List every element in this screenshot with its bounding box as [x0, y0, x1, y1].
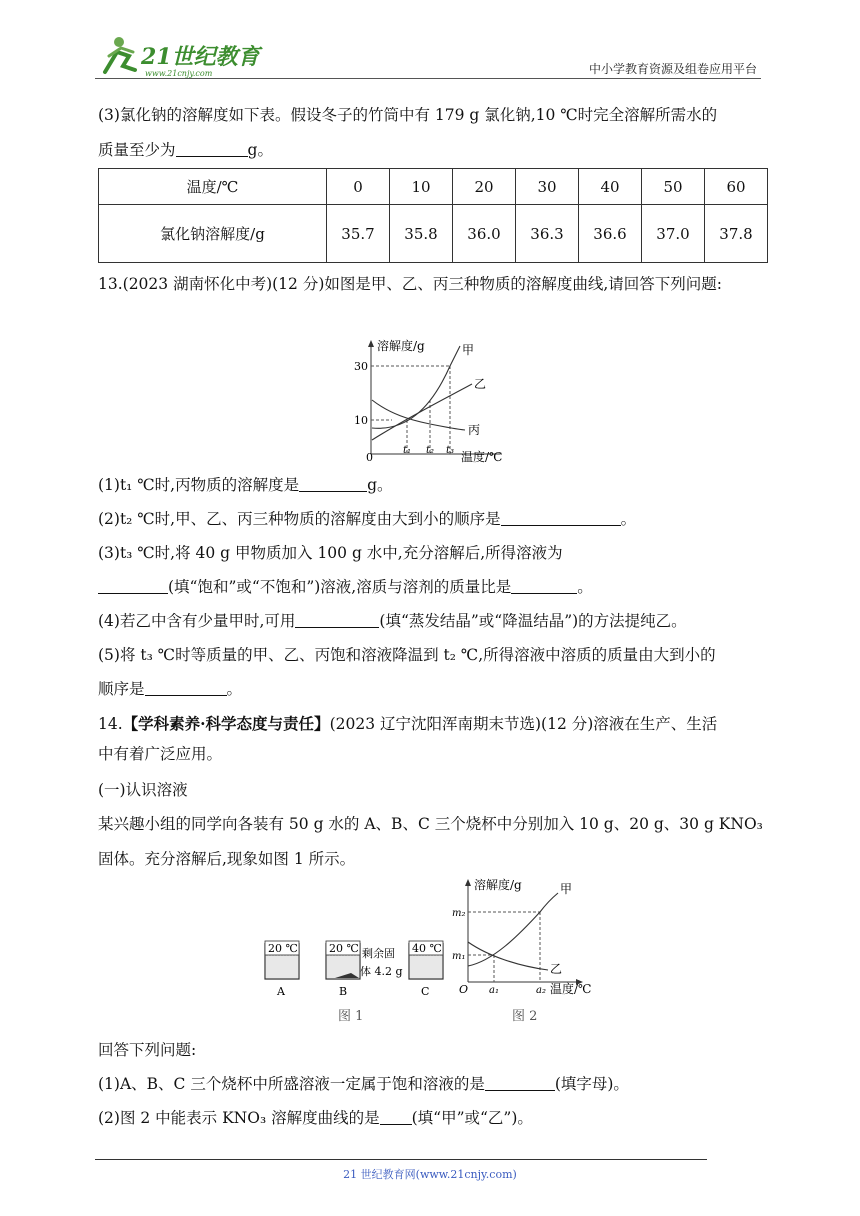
answer-blank[interactable] [295, 611, 379, 628]
q12-text: 质量至少为 [98, 141, 176, 159]
figure-2-solubility-chart [448, 876, 608, 1026]
table-cell: 50 [642, 169, 705, 205]
curve-bing [372, 400, 465, 430]
curve-yi [372, 384, 472, 440]
beaker-c-temp: 40 ℃ [412, 942, 442, 955]
q14-part1: (1)A、B、C 三个烧杯中所盛溶液一定属于饱和溶液的是 (填字母)。 [98, 1075, 629, 1093]
x-tick-t1: t₁ [403, 445, 412, 456]
q13-solubility-chart [350, 336, 520, 466]
table-cell: 20 [453, 169, 516, 205]
origin-label: 0 [366, 451, 373, 464]
x-tick-a1: a₁ [489, 985, 499, 996]
table-cell: 35.7 [327, 205, 390, 263]
q14-answer-intro: 回答下列问题: [98, 1041, 197, 1059]
table-cell: 0 [327, 169, 390, 205]
answer-blank[interactable] [145, 679, 227, 696]
x-tick-t2: t₂ [426, 445, 435, 456]
series-label-yi: 乙 [474, 377, 487, 391]
series-label-yi: 乙 [550, 962, 563, 976]
table-cell: 10 [390, 169, 453, 205]
table-row [99, 169, 768, 205]
figure-1-beakers [255, 935, 455, 1025]
table-cell: 36.6 [579, 205, 642, 263]
q13-part3-line1: (3)t₃ ℃时,将 40 g 甲物质加入 100 g 水中,充分溶解后,所得溶液为 [98, 544, 563, 562]
table-cell: 60 [705, 169, 768, 205]
series-label-bing: 丙 [468, 423, 481, 437]
platform-name: 中小学教育资源及组卷应用平台 [588, 62, 757, 76]
answer-blank[interactable] [501, 509, 621, 526]
footer-divider [95, 1159, 707, 1160]
answer-blank[interactable] [176, 140, 248, 157]
q14-intro-line1: 14.【学科素养·科学态度与责任】(2023 辽宁沈阳浑南期末节选)(12 分)溶液在生产、生活 [98, 714, 718, 733]
table-cell: 36.3 [516, 205, 579, 263]
curve-yi [468, 942, 548, 970]
table-cell: 36.0 [453, 205, 516, 263]
x-axis-label: 温度/℃ [461, 450, 503, 464]
y-tick-m2: m₂ [452, 908, 466, 919]
q12-part3-line2 [98, 139, 273, 161]
q12-unit: g。 [247, 141, 273, 159]
table-cell: 37.8 [705, 205, 768, 263]
answer-blank[interactable] [98, 577, 168, 594]
curve-jia [468, 893, 558, 966]
q14-desc-line2: 固体。充分溶解后,现象如图 1 所示。 [98, 850, 356, 868]
y-axis-label: 溶解度/g [474, 878, 522, 892]
x-tick-t3: t₃ [446, 445, 455, 456]
answer-blank[interactable] [485, 1074, 555, 1091]
beaker-b-label: B [339, 985, 348, 998]
answer-blank[interactable] [511, 577, 577, 594]
q14-section-title: (一)认识溶液 [98, 781, 188, 799]
beaker-a-temp: 20 ℃ [268, 942, 298, 955]
answer-blank[interactable] [380, 1108, 412, 1125]
answer-blank[interactable] [299, 475, 367, 492]
footer-text: 21 世纪教育网(www.21cnjy.com) [343, 1168, 517, 1181]
q13-part5-line1: (5)将 t₃ ℃时等质量的甲、乙、丙饱和溶液降温到 t₂ ℃,所得溶液中溶质的质量由大到小的 [98, 646, 716, 664]
logo-icon [95, 34, 265, 80]
residue-label-2: 体 4.2 g [360, 965, 403, 978]
nacl-solubility-table [98, 168, 768, 263]
series-label-jia: 甲 [560, 882, 573, 896]
beaker-c-label: C [421, 985, 430, 998]
q13-part2: (2)t₂ ℃时,甲、乙、丙三种物质的溶解度由大到小的顺序是 。 [98, 510, 637, 528]
q14-desc-line1: 某兴趣小组的同学向各装有 50 g 水的 A、B、C 三个烧杯中分别加入 10 g、20 g、30 g KNO₃ [98, 815, 763, 833]
q14-intro-line2: 中有着广泛应用。 [98, 745, 223, 763]
q13-intro: 13.(2023 湖南怀化中考)(12 分)如图是甲、乙、丙三种物质的溶解度曲线,请回答下列问题: [98, 275, 723, 293]
logo-title: 21世纪教育 [141, 44, 260, 70]
beaker-b-temp: 20 ℃ [329, 942, 359, 955]
y-axis-arrow-icon [465, 879, 471, 886]
table-cell: 37.0 [642, 205, 705, 263]
y-tick-m1: m₁ [452, 951, 466, 962]
y-tick-10: 10 [354, 414, 368, 427]
table-row [99, 205, 768, 263]
y-axis-label: 溶解度/g [377, 339, 425, 353]
q13-part1: (1)t₁ ℃时,丙物质的溶解度是 g。 [98, 476, 393, 494]
beaker-a-label: A [277, 985, 285, 998]
figure-2-caption: 图 2 [512, 1009, 538, 1024]
x-tick-a2: a₂ [536, 985, 546, 996]
logo-url: www.21cnjy.com [145, 69, 213, 78]
residue-label-1: 剩余固 [362, 947, 395, 960]
q13-part3-line2: (填“饱和”或“不饱和”)溶液,溶质与溶剂的质量比是 。 [98, 576, 593, 598]
q13-part5-line2: 顺序是 。 [98, 680, 243, 698]
table-header-cell: 氯化钠溶解度/g [99, 205, 327, 263]
series-label-jia: 甲 [462, 343, 475, 357]
header-divider [95, 78, 761, 79]
table-cell: 40 [579, 169, 642, 205]
origin-label: O [459, 983, 469, 996]
table-cell: 30 [516, 169, 579, 205]
table-cell: 35.8 [390, 205, 453, 263]
y-tick-30: 30 [354, 360, 368, 373]
y-axis-arrow-icon [368, 340, 374, 347]
site-logo [95, 34, 265, 80]
q14-tag: 【学科素养·科学态度与责任】 [122, 714, 330, 733]
figure-1-caption: 图 1 [338, 1009, 364, 1024]
q13-part4: (4)若乙中含有少量甲时,可用 (填“蒸发结晶”或“降温结晶”)的方法提纯乙。 [98, 612, 687, 630]
x-axis-label: 温度/℃ [550, 982, 592, 996]
curve-jia [372, 346, 460, 428]
q14-part2: (2)图 2 中能表示 KNO₃ 溶解度曲线的是 (填“甲”或“乙”)。 [98, 1109, 533, 1127]
q12-part3-line1: (3)氯化钠的溶解度如下表。假设冬子的竹筒中有 179 g 氯化钠,10 ℃时完全溶解所需水的 [98, 106, 718, 124]
table-header-cell: 温度/℃ [99, 169, 327, 205]
